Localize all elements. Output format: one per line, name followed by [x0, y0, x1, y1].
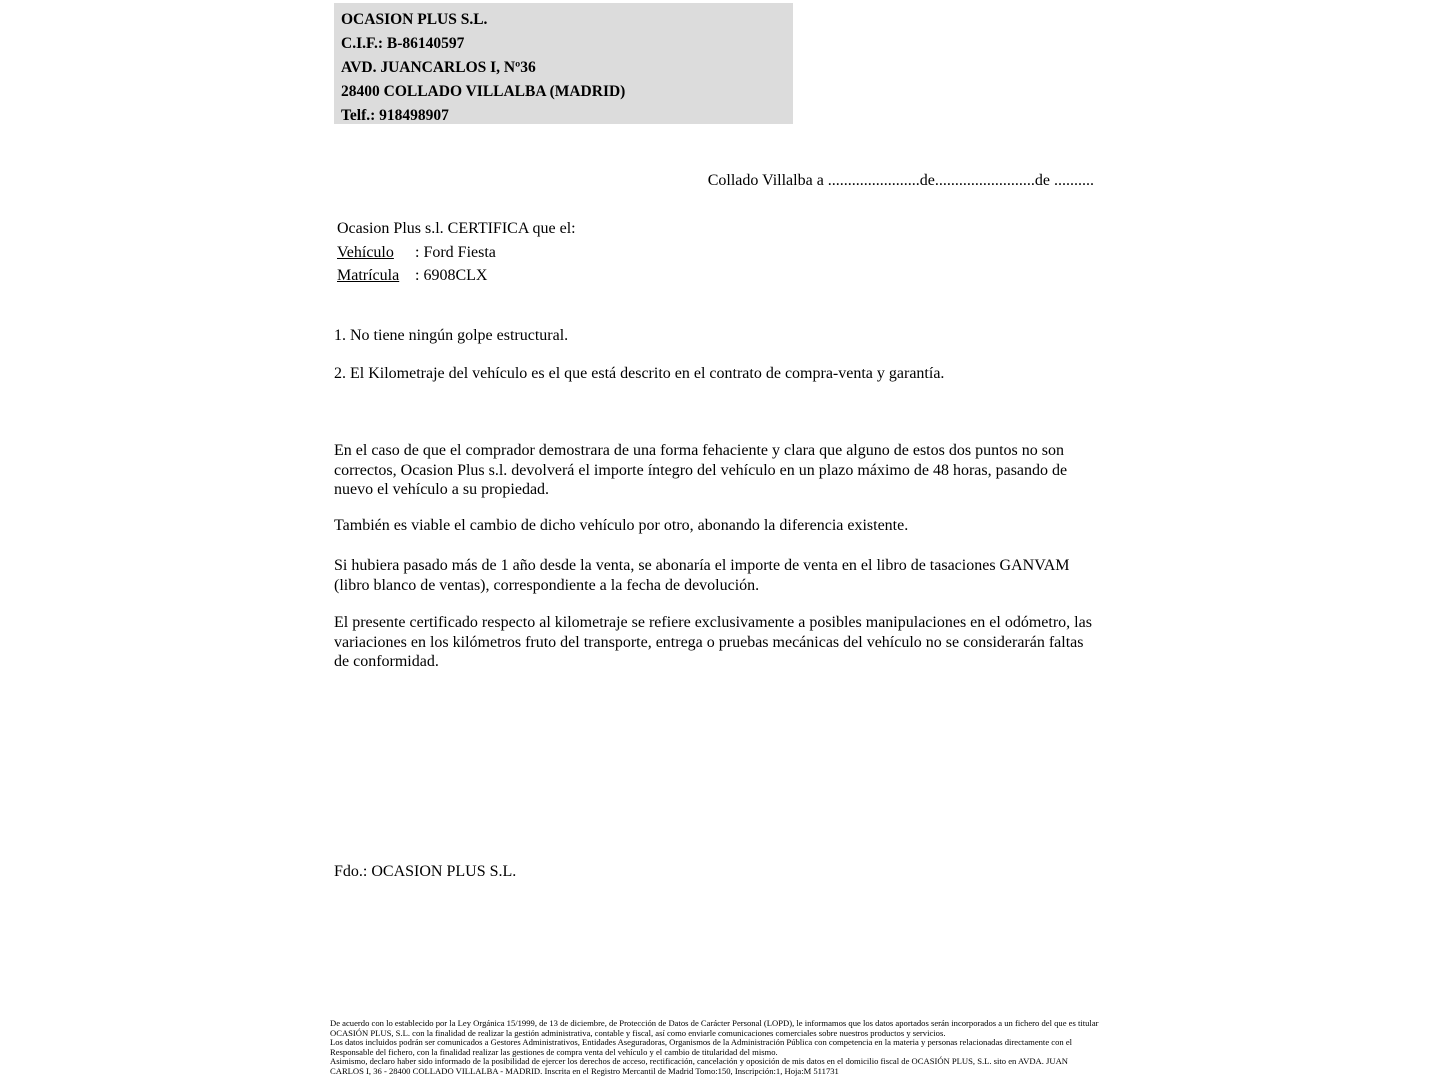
company-header-box [334, 3, 793, 124]
plate-value: : 6908CLX [415, 267, 488, 284]
certify-intro: Ocasion Plus s.l. CERTIFICA que el: [337, 220, 576, 237]
certificate-point-2: 2. El Kilometraje del vehículo es el que está descrito en el contrato de compra-venta y garantía. [334, 365, 945, 382]
legal-paragraph-lopd: De acuerdo con lo establecido por la Ley Orgánica 15/1999, de 13 de diciembre, de Protección de Datos de Carácter Personal (LOPD), le informamos que los datos aportados serán incorporados a un fichero del que es titular OCASIÓN PLUS, S.L. con la finalidad de realizar la gestión administrativa, contable y fiscal, así como enviarle comunicaciones comerciales sobre nuestros productos y servicios. [330, 1018, 1099, 1038]
company-cif: C.I.F.: B-86140597 [341, 35, 465, 52]
certificate-point-1: 1. No tiene ningún golpe estructural. [334, 327, 569, 344]
company-name: OCASION PLUS S.L. [341, 11, 488, 28]
body-paragraph-refund: En el caso de que el comprador demostrara de una forma fehaciente y clara que alguno de estos dos puntos no son correctos, Ocasion Plus s.l. devolverá el importe íntegro del vehículo en un plazo máximo de 48 horas, pasando de nuevo el vehículo a su propiedad. [334, 442, 1068, 498]
legal-paragraph-rights: Asimismo, declaro haber sido informado de la posibilidad de ejercer los derechos de acceso, rectificación, cancelación y oposición de mis datos en el domicilio fiscal de OCASIÓN PLUS, S.L. sito en AVDA. JUAN CARLOS I, 36 - 28400 COLLADO VILLALBA - MADRID. Inscrita en el Registro Mercantil de Madrid Tomo:150, Inscripción:1, Hoja:M 511731 [330, 1056, 1069, 1076]
body-paragraph-odometer: El presente certificado respecto al kilometraje se refiere exclusivamente a posibles manipulaciones en el odómetro, las variaciones en los kilómetros fruto del transporte, entrega o pruebas mecánicas del vehículo no se considerarán faltas de conformidad. [334, 614, 1092, 670]
date-line: Collado Villalba a .......................de.........................de .......... [707, 172, 1094, 189]
body-paragraph-ganvam: Si hubiera pasado más de 1 año desde la venta, se abonaría el importe de venta en el libro de tasaciones GANVAM (libro blanco de ventas), correspondiente a la fecha de devolución. [334, 557, 1070, 594]
body-paragraph-exchange: También es viable el cambio de dicho vehículo por otro, abonando la diferencia existente. [334, 517, 909, 534]
legal-paragraph-data-sharing: Los datos incluidos podrán ser comunicados a Gestores Administrativos, Entidades Aseguradoras, Organismos de la Administración Pública con competencia en la materia y personas relacionadas directamente con el Responsable del fichero, con la finalidad realizar las gestiones de compra venta del vehículo y el cambio de titularidad del mismo. [330, 1037, 1073, 1057]
vehicle-value: : Ford Fiesta [415, 243, 496, 261]
certification-block [337, 217, 576, 288]
signature-line: Fdo.: OCASION PLUS S.L. [334, 863, 517, 880]
vehicle-label: Vehículo [337, 243, 394, 261]
company-city: 28400 COLLADO VILLALBA (MADRID) [341, 83, 626, 100]
plate-row [337, 264, 576, 288]
legal-footer [330, 1019, 1102, 1077]
plate-label: Matrícula [337, 267, 400, 284]
company-phone: Telf.: 918498907 [341, 107, 449, 124]
company-address: AVD. JUANCARLOS I, Nº36 [341, 59, 536, 76]
vehicle-row [337, 241, 576, 265]
